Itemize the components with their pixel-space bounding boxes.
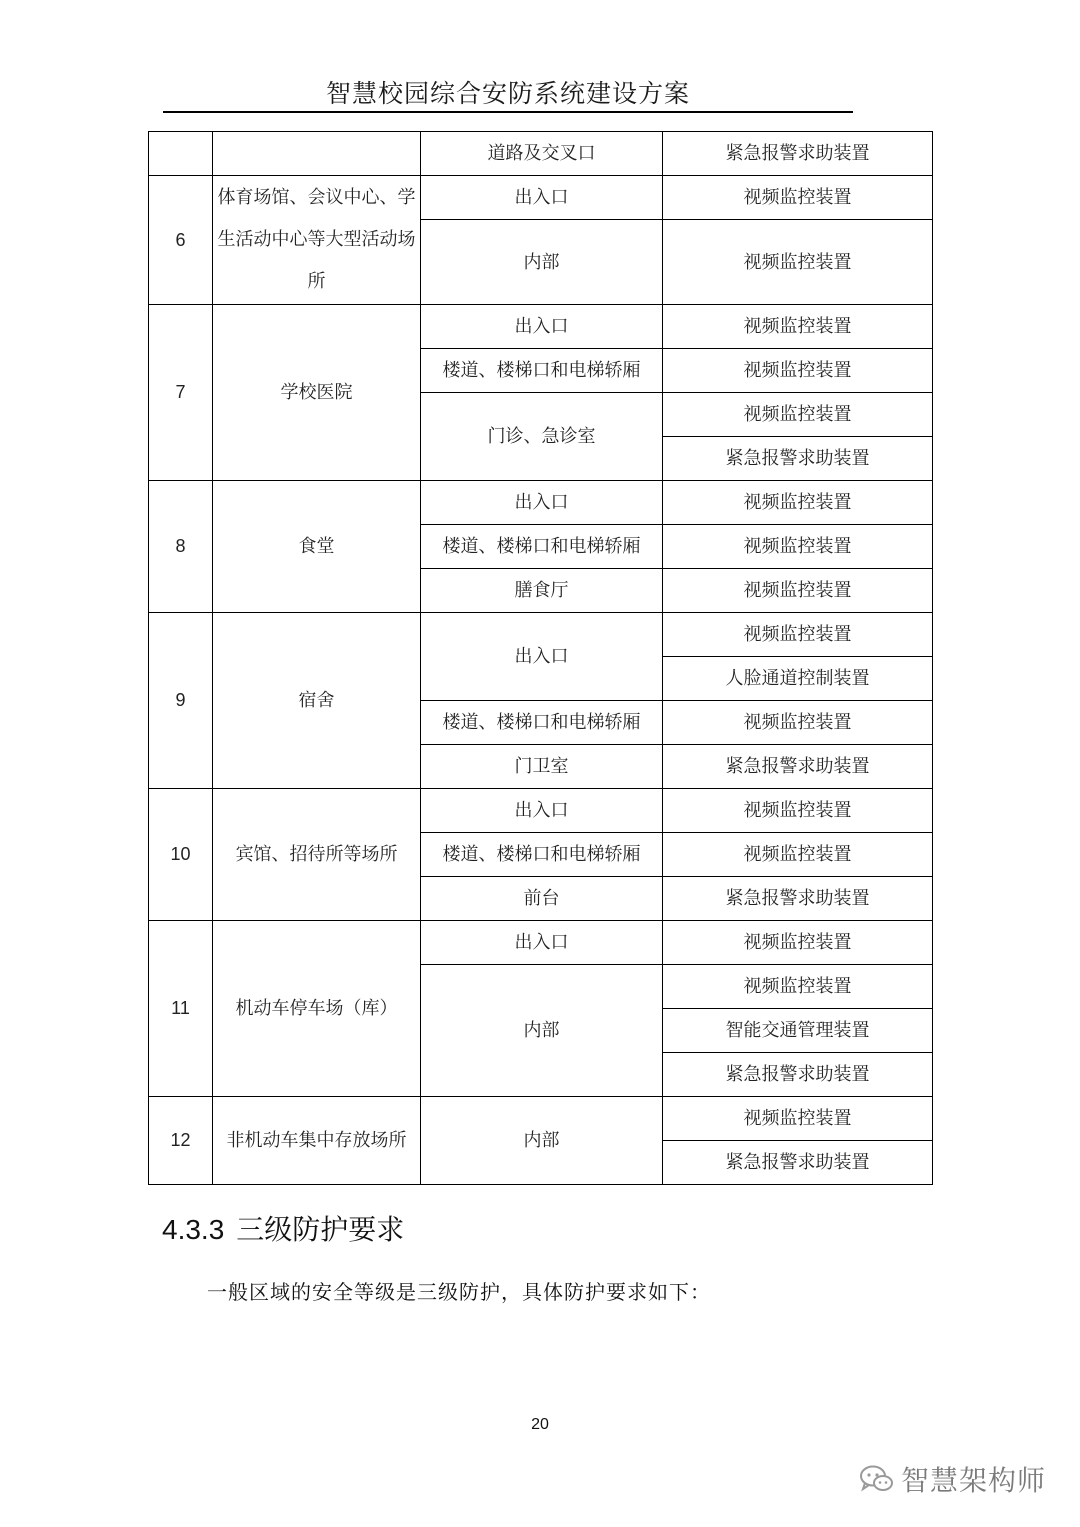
place-cell: 学校医院 xyxy=(213,305,421,481)
area-cell: 出入口 xyxy=(421,481,663,525)
watermark-text: 智慧架构师 xyxy=(900,1464,1046,1497)
area-cell: 内部 xyxy=(421,220,663,305)
area-cell: 出入口 xyxy=(421,789,663,833)
area-cell: 门卫室 xyxy=(421,745,663,789)
device-cell: 视频监控装置 xyxy=(663,569,933,613)
device-cell: 智能交通管理装置 xyxy=(663,1009,933,1053)
device-cell: 视频监控装置 xyxy=(663,220,933,305)
device-cell: 紧急报警求助装置 xyxy=(663,877,933,921)
area-cell: 出入口 xyxy=(421,176,663,220)
device-cell: 视频监控装置 xyxy=(663,965,933,1009)
device-cell: 视频监控装置 xyxy=(663,701,933,745)
protection-table xyxy=(148,131,933,1185)
device-cell: 紧急报警求助装置 xyxy=(663,745,933,789)
device-cell: 视频监控装置 xyxy=(663,481,933,525)
table-row xyxy=(149,481,933,525)
device-cell: 视频监控装置 xyxy=(663,833,933,877)
place-cell: 非机动车集中存放场所 xyxy=(213,1097,421,1185)
row-number-cell: 12 xyxy=(149,1097,213,1185)
device-cell: 视频监控装置 xyxy=(663,349,933,393)
device-cell: 视频监控装置 xyxy=(663,393,933,437)
row-number-cell: 6 xyxy=(149,176,213,305)
device-cell: 视频监控装置 xyxy=(663,305,933,349)
area-cell: 楼道、楼梯口和电梯轿厢 xyxy=(421,525,663,569)
row-number-cell xyxy=(149,132,213,176)
place-cell xyxy=(213,132,421,176)
device-cell: 视频监控装置 xyxy=(663,525,933,569)
table-row xyxy=(149,613,933,657)
area-cell: 道路及交叉口 xyxy=(421,132,663,176)
device-cell: 视频监控装置 xyxy=(663,613,933,657)
table-row xyxy=(149,921,933,965)
area-cell: 出入口 xyxy=(421,305,663,349)
area-cell: 楼道、楼梯口和电梯轿厢 xyxy=(421,833,663,877)
place-cell: 食堂 xyxy=(213,481,421,613)
device-cell: 视频监控装置 xyxy=(663,176,933,220)
device-cell: 视频监控装置 xyxy=(663,789,933,833)
section-title: 三级防护要求 xyxy=(236,1213,405,1246)
table-row xyxy=(149,789,933,833)
table-row xyxy=(149,1097,933,1141)
section-heading xyxy=(162,1208,404,1248)
place-cell: 宿舍 xyxy=(213,613,421,789)
device-cell: 紧急报警求助装置 xyxy=(663,1141,933,1185)
place-cell: 宾馆、招待所等场所 xyxy=(213,789,421,921)
place-cell: 体育场馆、会议中心、学生活动中心等大型活动场所 xyxy=(213,176,421,305)
page-header-title: 智慧校园综合安防系统建设方案 xyxy=(325,79,690,108)
area-cell: 楼道、楼梯口和电梯轿厢 xyxy=(421,349,663,393)
area-cell: 出入口 xyxy=(421,613,663,701)
area-cell: 前台 xyxy=(421,877,663,921)
section-number: 4.3.3 xyxy=(162,1214,225,1245)
row-number-cell: 9 xyxy=(149,613,213,789)
device-cell: 人脸通道控制装置 xyxy=(663,657,933,701)
place-cell: 机动车停车场（库） xyxy=(213,921,421,1097)
body-paragraph: 一般区域的安全等级是三级防护，具体防护要求如下： xyxy=(207,1280,711,1304)
area-cell: 门诊、急诊室 xyxy=(421,393,663,481)
device-cell: 视频监控装置 xyxy=(663,921,933,965)
table-row xyxy=(149,132,933,176)
table-row xyxy=(149,176,933,220)
area-cell: 内部 xyxy=(421,965,663,1097)
device-cell: 紧急报警求助装置 xyxy=(663,132,933,176)
area-cell: 内部 xyxy=(421,1097,663,1185)
device-cell: 视频监控装置 xyxy=(663,1097,933,1141)
header-rule xyxy=(163,111,853,113)
page-number: 20 xyxy=(531,1416,549,1433)
row-number-cell: 8 xyxy=(149,481,213,613)
device-cell: 紧急报警求助装置 xyxy=(663,1053,933,1097)
row-number-cell: 11 xyxy=(149,921,213,1097)
table-row xyxy=(149,305,933,349)
device-cell: 紧急报警求助装置 xyxy=(663,437,933,481)
watermark xyxy=(859,1459,1046,1499)
row-number-cell: 7 xyxy=(149,305,213,481)
wechat-icon xyxy=(859,1464,895,1494)
area-cell: 出入口 xyxy=(421,921,663,965)
area-cell: 楼道、楼梯口和电梯轿厢 xyxy=(421,701,663,745)
row-number-cell: 10 xyxy=(149,789,213,921)
area-cell: 膳食厅 xyxy=(421,569,663,613)
